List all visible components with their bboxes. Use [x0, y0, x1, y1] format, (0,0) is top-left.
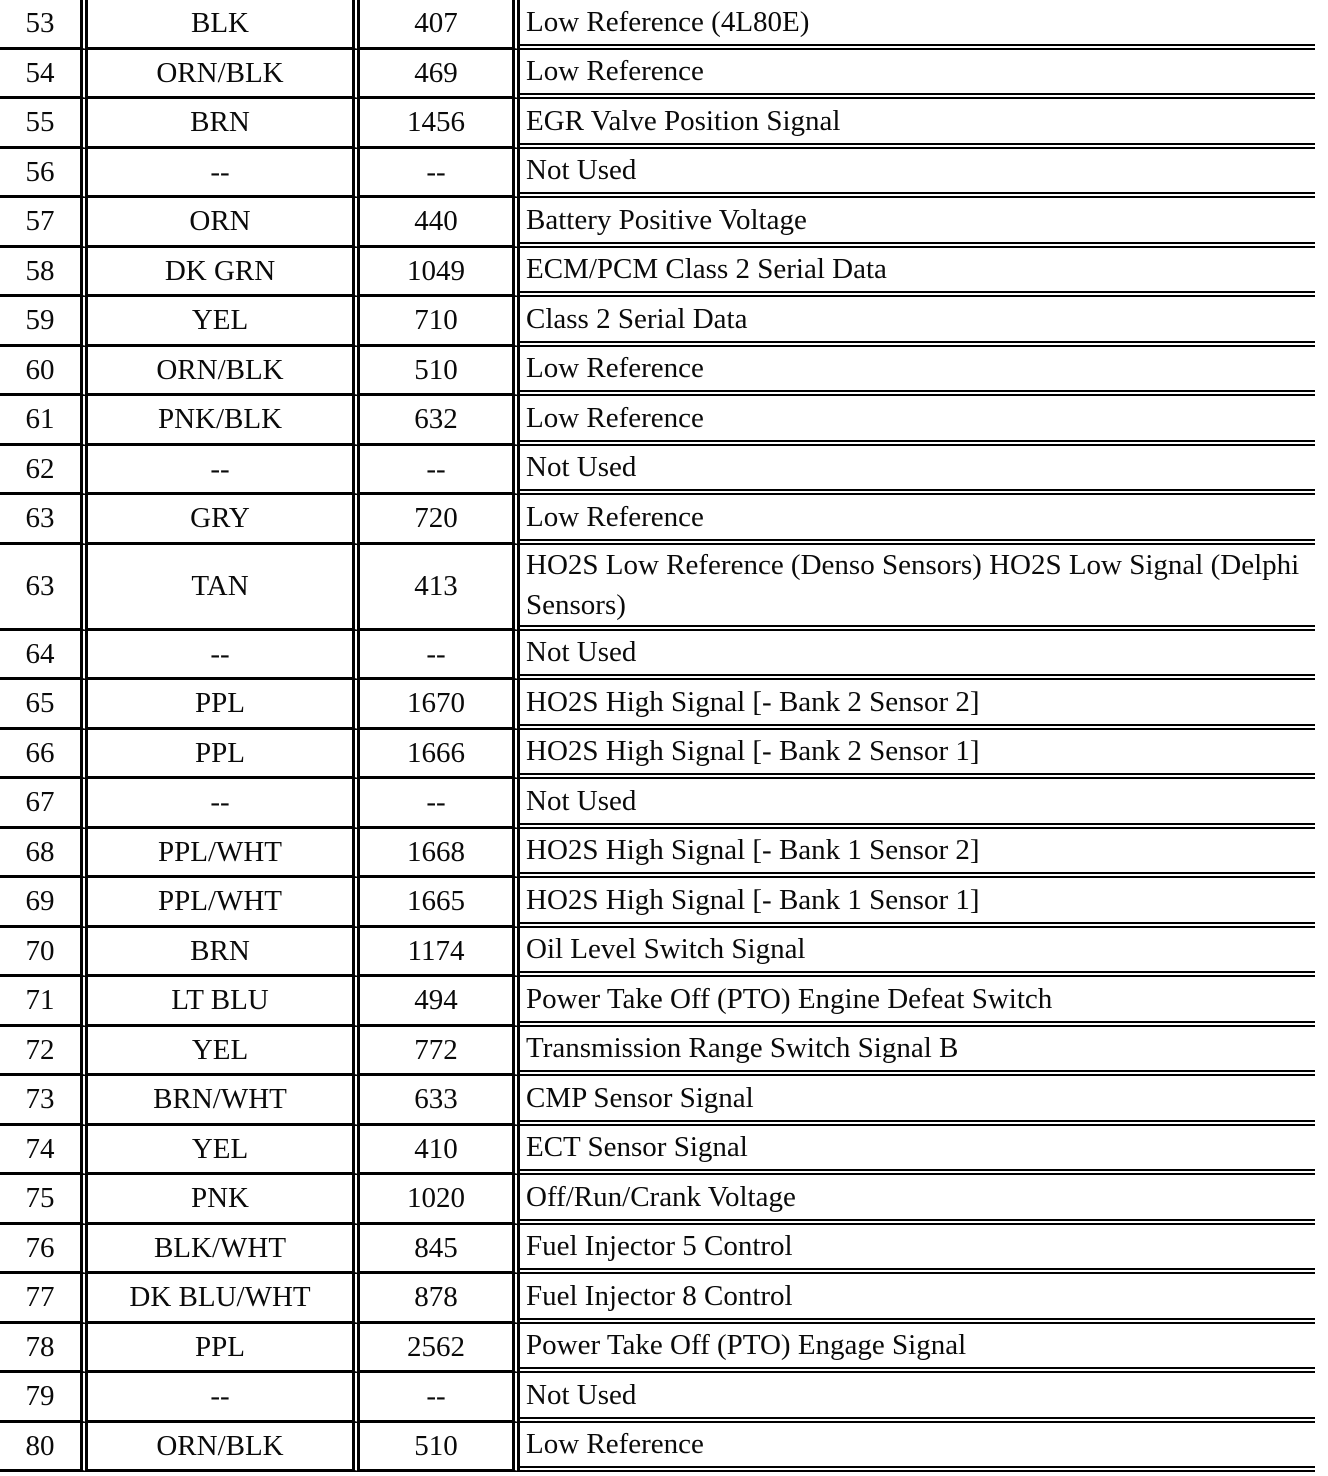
circuit-number-cell: 1665 [360, 878, 520, 928]
pin-number-cell: 54 [0, 50, 88, 100]
wire-color-cell: YEL [88, 1027, 360, 1077]
pin-number-cell: 65 [0, 680, 88, 730]
function-description-cell: Battery Positive Voltage [520, 198, 1315, 248]
pin-number-cell: 64 [0, 631, 88, 681]
function-description-cell: Not Used [520, 631, 1315, 681]
wire-color-cell: PPL/WHT [88, 829, 360, 879]
function-description-cell: Not Used [520, 446, 1315, 496]
table-row [0, 730, 1315, 780]
circuit-number-cell: 510 [360, 1423, 520, 1473]
wire-color-cell: PPL [88, 680, 360, 730]
wire-color-cell: GRY [88, 495, 360, 545]
pin-number-cell: 69 [0, 878, 88, 928]
pin-number-cell: 63 [0, 545, 88, 631]
function-description-cell: ECM/PCM Class 2 Serial Data [520, 248, 1315, 298]
circuit-number-cell: -- [360, 631, 520, 681]
table-row [0, 928, 1315, 978]
circuit-number-cell: 1456 [360, 99, 520, 149]
wire-color-cell: ORN/BLK [88, 50, 360, 100]
circuit-number-cell: 772 [360, 1027, 520, 1077]
pin-number-cell: 78 [0, 1324, 88, 1374]
function-description-cell: Power Take Off (PTO) Engine Defeat Switch [520, 977, 1315, 1027]
pin-number-cell: 66 [0, 730, 88, 780]
circuit-number-cell: -- [360, 149, 520, 199]
pin-number-cell: 79 [0, 1373, 88, 1423]
circuit-number-cell: -- [360, 779, 520, 829]
circuit-number-cell: -- [360, 1373, 520, 1423]
table-row [0, 1175, 1315, 1225]
table-row [0, 495, 1315, 545]
table-row [0, 1373, 1315, 1423]
table-row [0, 977, 1315, 1027]
wire-color-cell: BRN [88, 928, 360, 978]
function-description-cell: Class 2 Serial Data [520, 297, 1315, 347]
pin-number-cell: 61 [0, 396, 88, 446]
circuit-number-cell: 413 [360, 545, 520, 631]
function-description-cell: ECT Sensor Signal [520, 1126, 1315, 1176]
table-row [0, 829, 1315, 879]
function-description-cell: Low Reference (4L80E) [520, 0, 1315, 50]
circuit-number-cell: 710 [360, 297, 520, 347]
pin-number-cell: 59 [0, 297, 88, 347]
table-row [0, 631, 1315, 681]
circuit-number-cell: 510 [360, 347, 520, 397]
function-description-cell: HO2S High Signal [- Bank 2 Sensor 1] [520, 730, 1315, 780]
function-description-cell: EGR Valve Position Signal [520, 99, 1315, 149]
pin-number-cell: 62 [0, 446, 88, 496]
wire-color-cell: PPL [88, 730, 360, 780]
wire-color-cell: BLK/WHT [88, 1225, 360, 1275]
function-description-cell: Low Reference [520, 347, 1315, 397]
function-description-cell: Fuel Injector 8 Control [520, 1274, 1315, 1324]
table-row [0, 149, 1315, 199]
function-description-cell: Fuel Injector 5 Control [520, 1225, 1315, 1275]
circuit-number-cell: 440 [360, 198, 520, 248]
function-description-cell: Not Used [520, 779, 1315, 829]
wire-color-cell: -- [88, 149, 360, 199]
circuit-number-cell: 1174 [360, 928, 520, 978]
circuit-number-cell: 633 [360, 1076, 520, 1126]
table-row [0, 248, 1315, 298]
wire-color-cell: BLK [88, 0, 360, 50]
circuit-number-cell: 1020 [360, 1175, 520, 1225]
circuit-number-cell: 1049 [360, 248, 520, 298]
wire-color-cell: BRN/WHT [88, 1076, 360, 1126]
wire-color-cell: PNK [88, 1175, 360, 1225]
circuit-number-cell: 1668 [360, 829, 520, 879]
function-description-cell: Oil Level Switch Signal [520, 928, 1315, 978]
circuit-number-cell: 1670 [360, 680, 520, 730]
table-row [0, 779, 1315, 829]
wire-color-cell: PNK/BLK [88, 396, 360, 446]
table-row [0, 545, 1315, 631]
circuit-number-cell: -- [360, 446, 520, 496]
wire-color-cell: -- [88, 779, 360, 829]
function-description-cell: HO2S High Signal [- Bank 2 Sensor 2] [520, 680, 1315, 730]
table-row [0, 1324, 1315, 1374]
table-row [0, 99, 1315, 149]
circuit-number-cell: 1666 [360, 730, 520, 780]
pin-number-cell: 70 [0, 928, 88, 978]
pin-number-cell: 71 [0, 977, 88, 1027]
pin-number-cell: 76 [0, 1225, 88, 1275]
wire-color-cell: -- [88, 446, 360, 496]
table-row [0, 1076, 1315, 1126]
pin-number-cell: 60 [0, 347, 88, 397]
pin-number-cell: 68 [0, 829, 88, 879]
table-row [0, 1027, 1315, 1077]
function-description-cell: Off/Run/Crank Voltage [520, 1175, 1315, 1225]
circuit-number-cell: 494 [360, 977, 520, 1027]
wire-color-cell: DK BLU/WHT [88, 1274, 360, 1324]
function-description-cell: HO2S High Signal [- Bank 1 Sensor 1] [520, 878, 1315, 928]
pin-number-cell: 67 [0, 779, 88, 829]
wire-color-cell: ORN [88, 198, 360, 248]
table-row [0, 198, 1315, 248]
wire-color-cell: LT BLU [88, 977, 360, 1027]
pin-number-cell: 55 [0, 99, 88, 149]
function-description-cell: Not Used [520, 149, 1315, 199]
wire-color-cell: TAN [88, 545, 360, 631]
table-row [0, 396, 1315, 446]
pin-number-cell: 74 [0, 1126, 88, 1176]
table-row [0, 878, 1315, 928]
table-row [0, 1225, 1315, 1275]
function-description-cell: Low Reference [520, 1423, 1315, 1473]
table-row [0, 297, 1315, 347]
wire-color-cell: YEL [88, 1126, 360, 1176]
pin-number-cell: 75 [0, 1175, 88, 1225]
pin-number-cell: 63 [0, 495, 88, 545]
circuit-number-cell: 2562 [360, 1324, 520, 1374]
wire-color-cell: -- [88, 1373, 360, 1423]
pin-number-cell: 73 [0, 1076, 88, 1126]
wire-color-cell: DK GRN [88, 248, 360, 298]
table-row [0, 0, 1315, 50]
circuit-number-cell: 407 [360, 0, 520, 50]
wire-color-cell: ORN/BLK [88, 347, 360, 397]
table-row [0, 1126, 1315, 1176]
function-description-cell: CMP Sensor Signal [520, 1076, 1315, 1126]
pin-number-cell: 58 [0, 248, 88, 298]
function-description-cell: HO2S Low Reference (Denso Sensors) HO2S Low Signal (Delphi Sensors) [520, 545, 1315, 631]
table-row [0, 1423, 1315, 1473]
function-description-cell: Low Reference [520, 495, 1315, 545]
wire-color-cell: YEL [88, 297, 360, 347]
function-description-cell: Low Reference [520, 50, 1315, 100]
pin-number-cell: 72 [0, 1027, 88, 1077]
wire-color-cell: BRN [88, 99, 360, 149]
function-description-cell: Low Reference [520, 396, 1315, 446]
function-description-cell: Transmission Range Switch Signal B [520, 1027, 1315, 1077]
circuit-number-cell: 845 [360, 1225, 520, 1275]
wire-color-cell: PPL/WHT [88, 878, 360, 928]
pin-number-cell: 77 [0, 1274, 88, 1324]
function-description-cell: HO2S High Signal [- Bank 1 Sensor 2] [520, 829, 1315, 879]
circuit-number-cell: 469 [360, 50, 520, 100]
circuit-number-cell: 632 [360, 396, 520, 446]
pin-number-cell: 57 [0, 198, 88, 248]
table-row [0, 446, 1315, 496]
circuit-number-cell: 720 [360, 495, 520, 545]
table-row [0, 50, 1315, 100]
pin-number-cell: 80 [0, 1423, 88, 1473]
table-row [0, 680, 1315, 730]
table-row [0, 1274, 1315, 1324]
circuit-number-cell: 410 [360, 1126, 520, 1176]
table-row [0, 347, 1315, 397]
wire-color-cell: ORN/BLK [88, 1423, 360, 1473]
wire-color-cell: PPL [88, 1324, 360, 1374]
function-description-cell: Not Used [520, 1373, 1315, 1423]
circuit-number-cell: 878 [360, 1274, 520, 1324]
wire-color-cell: -- [88, 631, 360, 681]
pin-number-cell: 56 [0, 149, 88, 199]
function-description-cell: Power Take Off (PTO) Engage Signal [520, 1324, 1315, 1374]
pin-number-cell: 53 [0, 0, 88, 50]
